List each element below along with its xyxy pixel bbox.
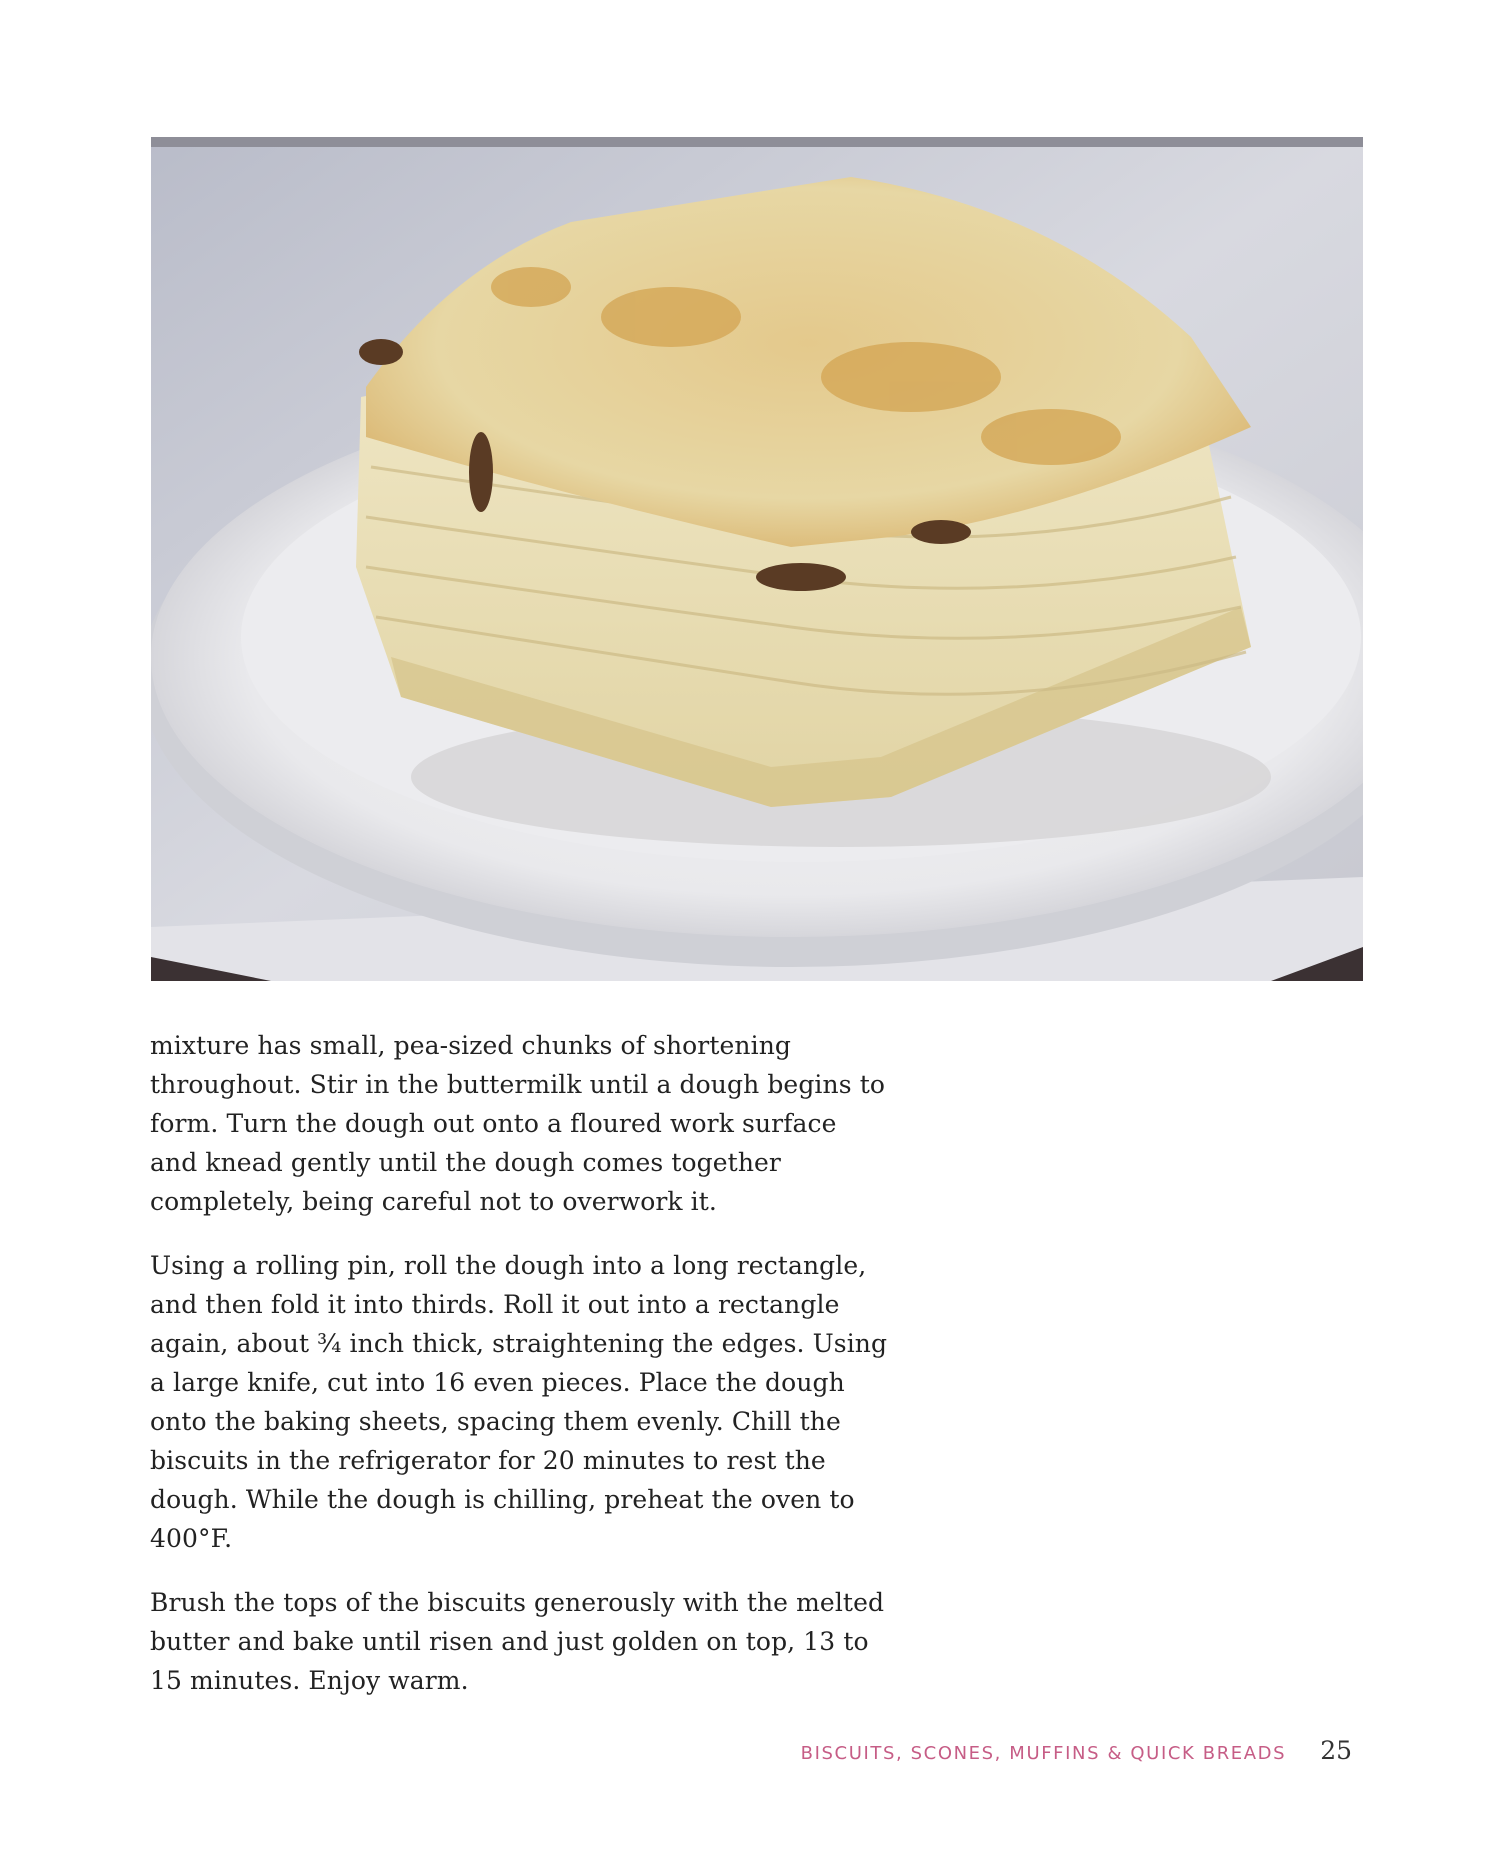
page-footer — [801, 1736, 1352, 1765]
paragraph-mixing: mixture has small, pea-sized chunks of shortening throughout. Stir in the buttermilk until a dough begins to form. Turn the dough out onto a floured work surface and knead gently until the dough comes together completely, being careful not to overwork it. — [150, 1031, 885, 1216]
biscuit-illustration — [151, 137, 1363, 981]
recipe-instructions — [150, 1026, 890, 1725]
paragraph-baking: Brush the tops of the biscuits generously with the melted butter and bake until risen and just golden on top, 13 to 15 minutes. Enjoy warm. — [150, 1588, 885, 1695]
page-number: 25 — [1320, 1736, 1352, 1765]
section-title: BISCUITS, SCONES, MUFFINS & QUICK BREADS — [800, 1743, 1287, 1764]
paragraph-rolling-and-cutting: Using a rolling pin, roll the dough into a long rectangle, and then fold it into thirds. Roll it out into a rectangle again, about ¾ inch thick, straightening the edges. Using a large knife, cut into 16 even pieces. Place the dough onto the baking sheets, spacing them evenly. Chill the biscuits in the refrigerator for 20 minutes to rest the dough. While the dough is chilling, preheat the oven to 400°F. — [150, 1251, 888, 1553]
biscuit-photo — [151, 137, 1363, 981]
